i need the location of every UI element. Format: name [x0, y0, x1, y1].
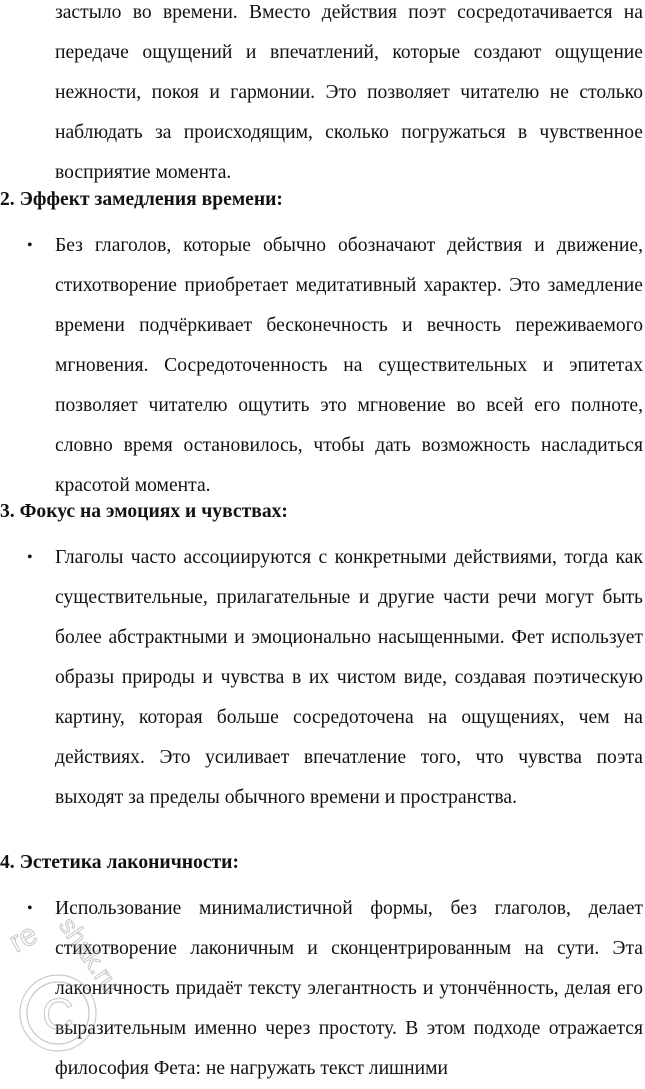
section-paragraph-4: Использование минималистичной формы, без глаголов, делает стихотворение лаконичным и сконцентрированным на сути. Эта лаконичность придаёт тексту элегантность и утончённость, делая его выразительным именно через простоту. В этом подходе отражается философия Фета: не нагружать текст лишними: [55, 898, 643, 1079]
bullet-icon: •: [27, 237, 33, 254]
section-heading-2: 2. Эффект замедления времени:: [0, 189, 283, 210]
intro-paragraph: застыло во времени. Вместо действия поэт сосредотачивается на передаче ощущений и впечатлений, которые создают ощущение нежности, покоя и гармонии. Это позволяет читателю не столько наблюдать за происходящим, сколько погружаться в чувственное восприятие момента.: [55, 2, 643, 183]
svg-text:shak.ru: shak.ru: [53, 911, 127, 999]
section-heading-3: 3. Фокус на эмоциях и чувствах:: [0, 501, 288, 522]
section-paragraph-2: Без глаголов, которые обычно обозначают действия и движение, стихотворение приобретает медитативный характер. Это замедление времени подчёркивает бесконечность и вечность переживаемого мгновения. Сосредоточенность на существительных и эпитетах позволяет читателю ощутить это мгновение во всей его полноте, словно время остановилось, чтобы дать возможность насладиться красотой момента.: [55, 235, 643, 496]
bullet-icon: •: [27, 900, 33, 917]
svg-text:re: re: [6, 917, 43, 960]
svg-text:C: C: [42, 990, 74, 1039]
section-paragraph-3: Глаголы часто ассоциируются с конкретными действиями, тогда как существительные, прилагательные и другие части речи могут быть более абстрактными и эмоционально насыщенными. Фет использует образы природы и чувства в их чистом виде, создавая поэтическую картину, которая больше сосредоточена на ощущениях, чем на действиях. Это усиливает впечатление того, что чувства поэта выходят за пределы обычного времени и пространства.: [55, 547, 643, 808]
section-heading-4: 4. Эстетика лаконичности:: [0, 852, 239, 873]
bullet-icon: •: [27, 549, 33, 566]
